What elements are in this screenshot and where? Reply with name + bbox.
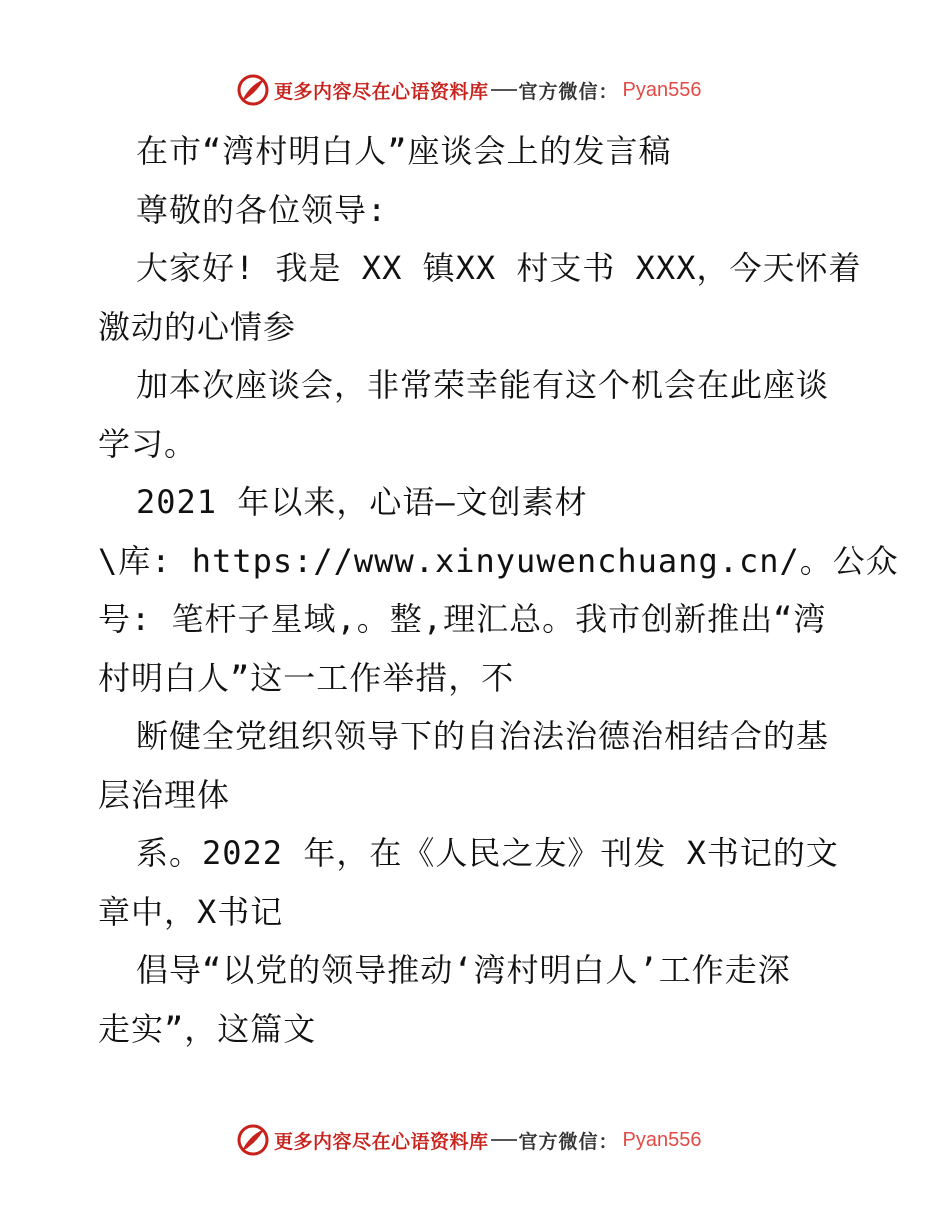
banner-brand-text: 更多内容尽在心语资料库 (274, 80, 489, 103)
banner-dash (491, 89, 517, 91)
text-line: \库: https://www.xinyuwenchuang.cn/。公众 (98, 541, 899, 580)
banner-dash (491, 1139, 517, 1141)
text-line: 走实”，这篇文 (98, 1009, 317, 1048)
text-line: 2021 年以来，心语—文创素材 (136, 483, 588, 521)
salutation: 尊敬的各位领导: (136, 190, 388, 229)
document-title: 在市“湾村明白人”座谈会上的发言稿 (136, 132, 672, 170)
text-line: 大家好! 我是 XX 镇XX 村支书 XXX，今天怀着 (136, 249, 862, 287)
text-line: 号: 笔杆子星域,。整,理汇总。我市创新推出“湾 (98, 600, 827, 638)
quill-pen-logo-icon (236, 1123, 270, 1157)
banner-account: Pyan556 (622, 78, 702, 101)
text-line: 加本次座谈会，非常荣幸能有这个机会在此座谈 (136, 366, 830, 404)
banner-wechat-label: 官方微信： (518, 1130, 619, 1153)
text-line: 断健全党组织领导下的自治法治德治相结合的基 (136, 717, 830, 755)
quill-pen-logo-icon (236, 73, 270, 107)
banner-account: Pyan556 (622, 1128, 702, 1151)
banner-brand-text: 更多内容尽在心语资料库 (274, 1130, 489, 1153)
text-line: 系。2022 年，在《人民之友》刊发 X书记的文 (136, 834, 839, 872)
text-line: 激动的心情参 (98, 307, 297, 346)
text-line: 章中，X书记 (98, 892, 284, 931)
header-banner (236, 72, 702, 108)
banner-wechat-label: 官方微信： (518, 80, 619, 103)
text-line: 层治理体 (98, 775, 231, 814)
document-body (98, 122, 899, 1058)
text-line: 倡导“以党的领导推动‘湾村明白人’工作走深 (136, 951, 791, 989)
text-line: 村明白人”这一工作举措，不 (98, 658, 515, 697)
footer-banner (236, 1122, 702, 1158)
text-line: 学习。 (98, 424, 198, 463)
